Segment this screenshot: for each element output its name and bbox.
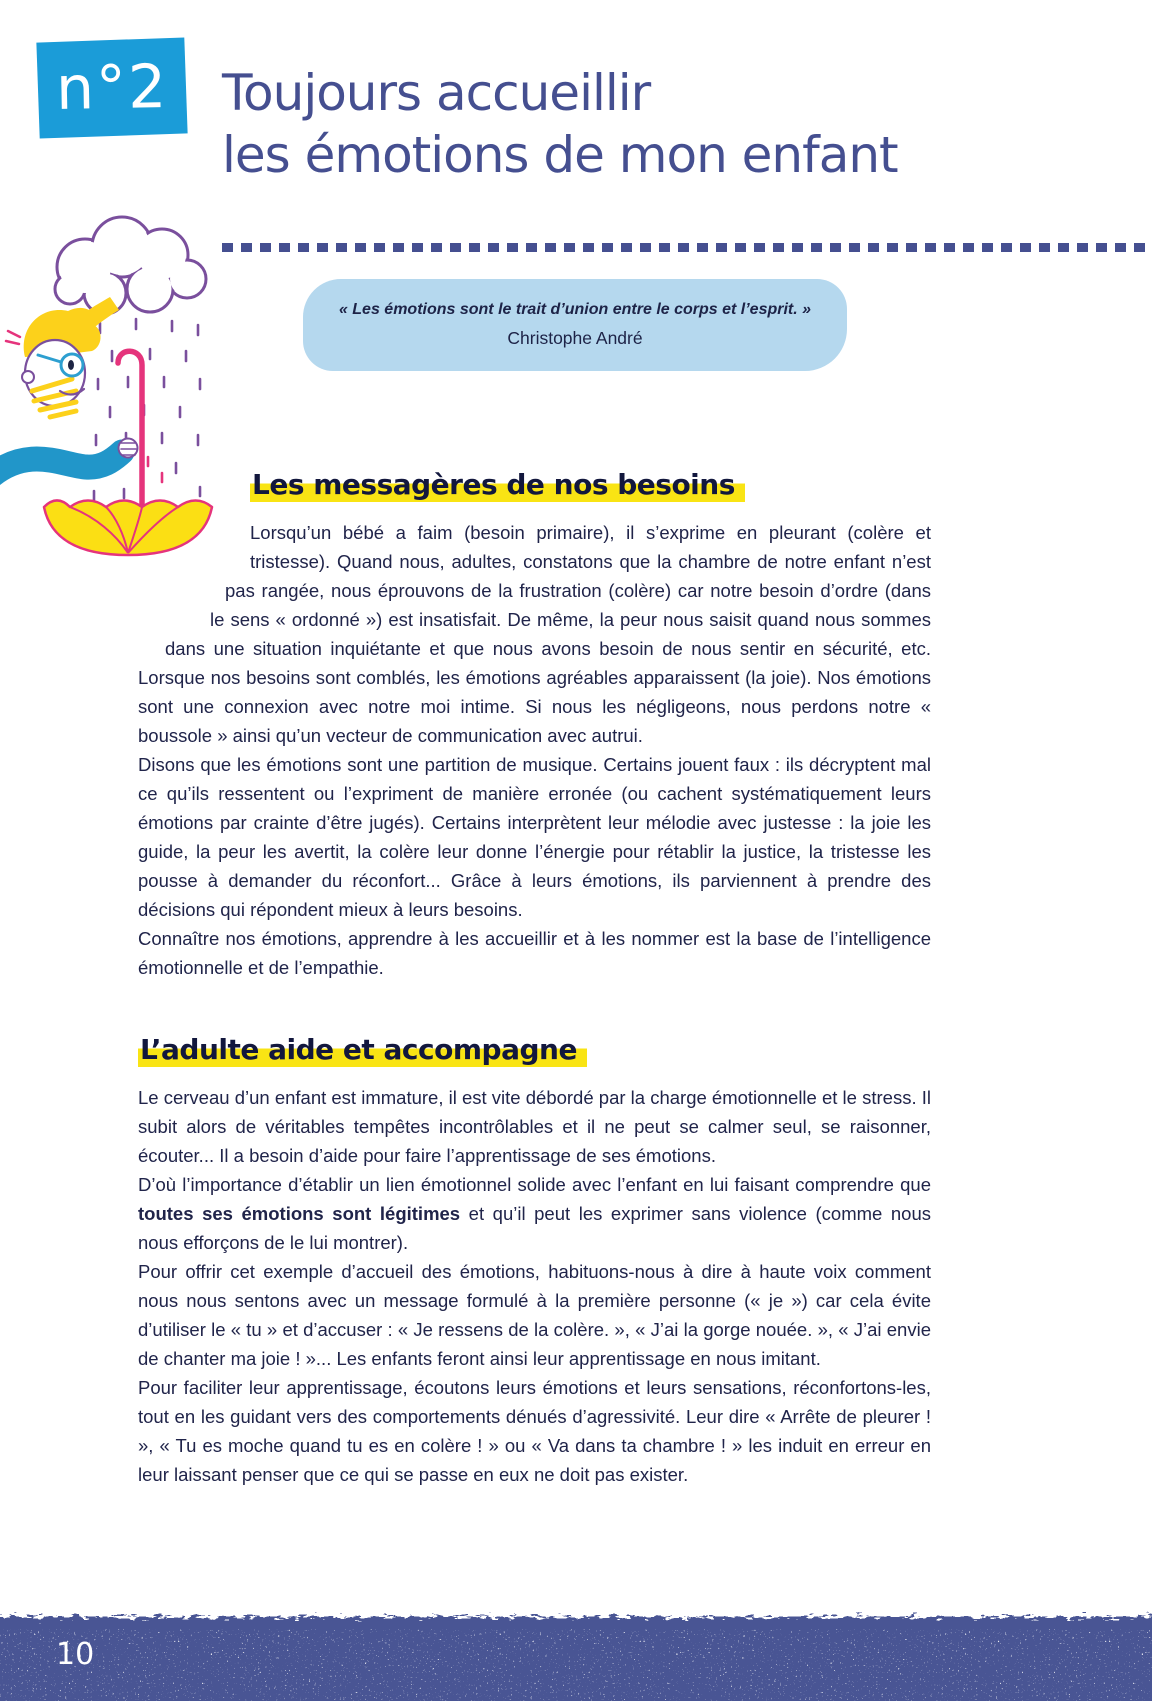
person-hand [119,439,138,458]
chapter-number-label: n°2 [55,52,169,124]
paragraph: Disons que les émotions sont une partition de musique. Certains jouent faux : ils décryptent mal ce qu’ils ressentent ou l’expriment de manière erronée (ou cachent systématiquement leurs émotions par crainte d’être jugés). Certains interprètent leur mélodie avec justesse : la joie les guide, la peur les avertit, la colère leur donne l’énergie pour rétablir la justice, la tristesse les pousse à demander du réconfort... Grâce à leurs émotions, ils parviennent à prendre des décisions qui répondent mieux à leurs besoins. [138,754,931,920]
main-text-column [138,465,931,1489]
paragraph: Pour faciliter leur apprentissage, écoutons leurs émotions et leurs sensations, réconfortons-les, tout en les guidant vers des comportements dénués d’agressivité. Leur dire « Arrête de pleurer ! », « Tu es moche quand tu es en colère ! » ou « Va dans ta chambre ! » les induit en erreur en leur laissant penser que ce qui se passe en eux ne doit pas exister. [138,1377,931,1485]
quote-author: Christophe André [507,328,643,348]
paragraph: Lorsqu’un bébé a faim (besoin primaire), il s’exprime en pleurant (colère et tristesse). Quand nous, adultes, constatons que la chambre de notre enfant n’est pas rangée, nous éprouvons de la frustration (colère) car notre besoin d’ordre (dans le sens « ordonné ») est insatisfait. De même, la peur nous saisit quand nous sommes dans une situation inquiétante et que nous avons besoin de nous sentir en sécurité, etc. Lorsque nos besoins sont comblés, les émotions agréables apparaissent (la joie). Nos émotions sont une connexion avec notre moi intime. Si nous les négligeons, nous perdons notre « boussole » ainsi qu’un vecteur de communication avec autrui. [138,522,931,746]
footer-texture [0,1601,1152,1701]
person-arm [0,452,122,477]
person-head [6,297,119,417]
quote-box [303,279,847,371]
page-title-line2: les émotions de mon enfant [222,126,898,184]
section-heading-1 [138,465,931,505]
section-heading-1-label: Les messagères de nos besoins [250,468,745,503]
footer-band [0,1601,1152,1701]
bold-emphasis: toutes ses émotions sont légitimes [138,1203,461,1224]
paragraph-fragment: D’où l’importance d’établir un lien émotionnel solide avec l’enfant en lui faisant comprendre que [138,1174,931,1195]
page-number: 10 [56,1637,95,1672]
paragraph: Connaître nos émotions, apprendre à les accueillir et à les nommer est la base de l’intelligence émotionnelle et de l’empathie. [138,928,931,978]
page-title-line1: Toujours accueillir [222,64,651,122]
paragraph: Le cerveau d’un enfant est immature, il est vite débordé par la charge émotionnelle et le stress. Il subit alors de véritables tempêtes incontrôlables et il ne peut se calmer seul, se raisonner, écouter... Il a besoin d’aide pour faire l’apprentissage de ses émotions. [138,1087,931,1166]
section-heading-2 [138,1030,931,1070]
chapter-number-badge [36,37,187,138]
quote-text: « Les émotions sont le trait d’union entre le corps et l’esprit. » [338,301,812,318]
dashed-divider [222,243,1152,252]
paragraph: Pour offrir cet exemple d’accueil des émotions, habituons-nous à dire à haute voix comment nous nous sentons avec un message formulé à la première personne (« je ») car cela évite d’utiliser le « tu » et d’accuser : « Je ressens de la colère. », « J’ai la gorge nouée. », « J’ai envie de chanter ma joie ! »... Les enfants feront ainsi leur apprentissage en nous imitant. [138,1261,931,1369]
page-title [222,62,1142,186]
paragraph [138,1170,931,1257]
paragraph-fragment: et qu’il peut les exprimer sans violence (comme nous nous efforçons de le lui montrer). [138,1203,932,1253]
section-heading-2-label: L’adulte aide et accompagne [138,1033,587,1068]
